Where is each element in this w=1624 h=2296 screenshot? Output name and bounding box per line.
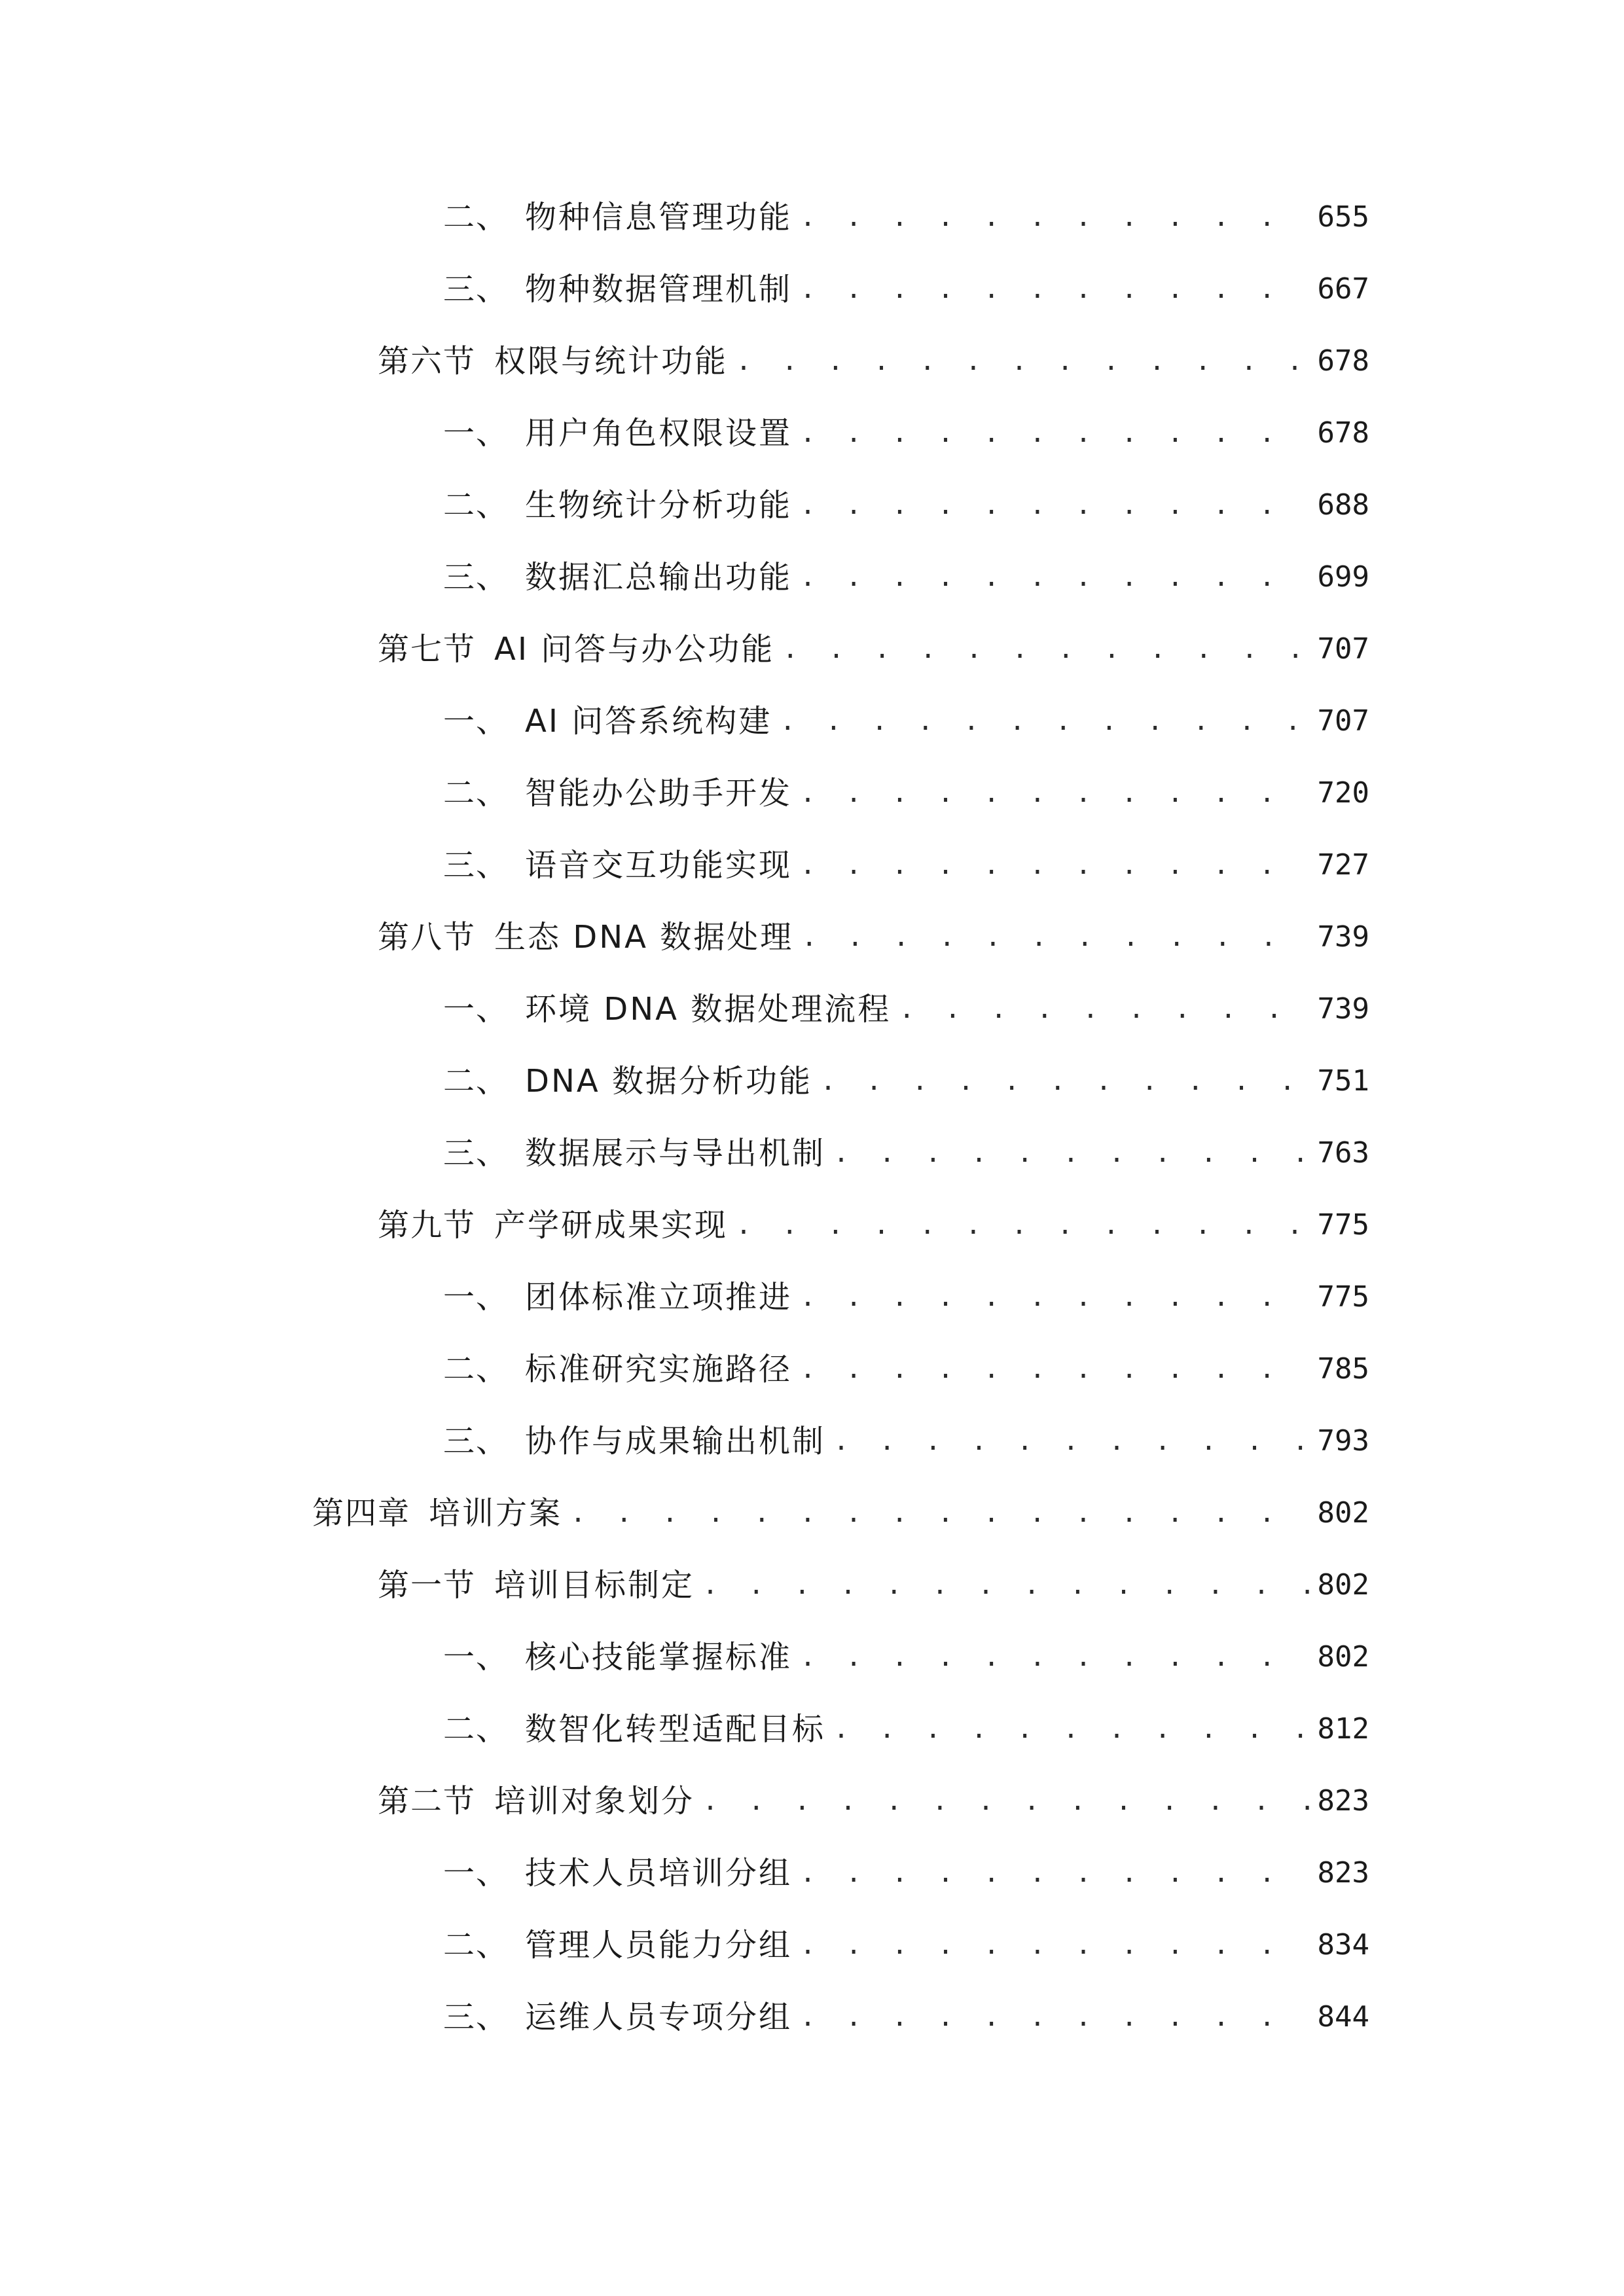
toc-entry[interactable]: [443, 262, 1369, 317]
entry-title: 数据展示与导出机制: [525, 1135, 826, 1172]
entry-number: 一、: [443, 1279, 509, 1316]
page-number: 678: [1317, 344, 1369, 378]
entry-title: 运维人员专项分组: [525, 1999, 793, 2036]
dot-leader: [800, 478, 1311, 533]
entry-number: 一、: [443, 415, 509, 452]
toc-entry[interactable]: [378, 622, 1369, 677]
entry-number: 三、: [443, 1135, 509, 1172]
page-number: 823: [1317, 1856, 1369, 1890]
entry-title: 技术人员培训分组: [525, 1855, 793, 1892]
page-number: 834: [1317, 1928, 1369, 1962]
page-number: 785: [1317, 1352, 1369, 1386]
dot-leader: [833, 1702, 1311, 1757]
page-number: 812: [1317, 1712, 1369, 1746]
dot-leader: [833, 1414, 1311, 1469]
entry-title: 权限与统计功能: [494, 343, 729, 380]
page-number: 844: [1317, 2000, 1369, 2034]
entry-title: 管理人员能力分组: [525, 1927, 793, 1964]
toc-entry[interactable]: [443, 982, 1369, 1037]
toc-entry[interactable]: [378, 334, 1369, 389]
dot-leader: [736, 334, 1310, 389]
page-number: 720: [1317, 776, 1369, 810]
entry-number: 三、: [443, 1999, 509, 2036]
entry-title: 培训方案: [429, 1495, 563, 1532]
toc-entry[interactable]: [443, 1990, 1369, 2045]
dot-leader: [702, 1558, 1310, 1613]
page-number: 707: [1317, 704, 1369, 738]
entry-title: 培训目标制定: [494, 1567, 695, 1604]
page-number: 688: [1317, 488, 1369, 522]
entry-number: 第四章: [312, 1495, 411, 1532]
page-number: 707: [1317, 632, 1369, 666]
entry-number: 第九节: [378, 1207, 477, 1244]
page-number: 802: [1317, 1640, 1369, 1674]
page-number: 667: [1317, 272, 1369, 306]
entry-number: 三、: [443, 1423, 509, 1460]
dot-leader: [800, 1918, 1311, 1973]
entry-number: 第七节: [378, 631, 477, 668]
dot-leader: [833, 1126, 1311, 1181]
page-number: 655: [1317, 200, 1369, 234]
toc-entry[interactable]: [443, 1342, 1369, 1397]
page-number: 802: [1317, 1568, 1369, 1602]
toc-entry[interactable]: [312, 1486, 1369, 1541]
entry-number: 二、: [443, 1063, 509, 1100]
page-number: 727: [1317, 848, 1369, 882]
dot-leader: [800, 190, 1311, 245]
dot-leader: [800, 550, 1311, 605]
entry-number: 三、: [443, 271, 509, 308]
dot-leader: [736, 1198, 1310, 1253]
entry-title: 协作与成果输出机制: [525, 1423, 826, 1460]
dot-leader: [801, 910, 1310, 965]
page-number: 775: [1317, 1280, 1369, 1314]
entry-number: 第六节: [378, 343, 477, 380]
dot-leader: [899, 982, 1310, 1037]
entry-title: DNA 数据分析功能: [525, 1063, 812, 1100]
entry-title: 标准研究实施路径: [525, 1351, 793, 1388]
toc-entry[interactable]: [443, 766, 1369, 821]
toc-entry[interactable]: [443, 1918, 1369, 1973]
entry-number: 二、: [443, 1711, 509, 1748]
entry-title: 数智化转型适配目标: [525, 1711, 826, 1748]
toc-entry[interactable]: [443, 1054, 1369, 1109]
entry-title: AI 问答系统构建: [525, 703, 772, 740]
entry-title: 数据汇总输出功能: [525, 559, 793, 596]
dot-leader: [800, 1270, 1311, 1325]
toc-entry[interactable]: [378, 1558, 1369, 1613]
toc-entry[interactable]: [443, 190, 1369, 245]
dot-leader: [800, 406, 1311, 461]
page-number: 793: [1317, 1424, 1369, 1458]
toc-entry[interactable]: [443, 1846, 1369, 1901]
entry-title: AI 问答与办公功能: [494, 631, 775, 668]
dot-leader: [702, 1774, 1310, 1829]
toc-entry[interactable]: [443, 694, 1369, 749]
entry-title: 语音交互功能实现: [525, 847, 793, 884]
toc-entry[interactable]: [443, 1414, 1369, 1469]
page-number: 751: [1317, 1064, 1369, 1098]
dot-leader: [800, 838, 1311, 893]
entry-number: 第八节: [378, 919, 477, 956]
toc-entry[interactable]: [443, 1270, 1369, 1325]
entry-title: 环境 DNA 数据处理流程: [525, 991, 892, 1028]
entry-title: 智能办公助手开发: [525, 775, 793, 812]
entry-title: 物种信息管理功能: [525, 199, 793, 236]
entry-number: 第一节: [378, 1567, 477, 1604]
page-number: 739: [1317, 992, 1369, 1026]
entry-title: 产学研成果实现: [494, 1207, 729, 1244]
toc-entry[interactable]: [443, 478, 1369, 533]
dot-leader: [570, 1486, 1310, 1541]
entry-number: 二、: [443, 487, 509, 524]
entry-number: 二、: [443, 1927, 509, 1964]
toc-entry[interactable]: [378, 910, 1369, 965]
page-number: 763: [1317, 1136, 1369, 1170]
toc-entry[interactable]: [443, 1126, 1369, 1181]
entry-number: 二、: [443, 775, 509, 812]
toc-entry[interactable]: [443, 1702, 1369, 1757]
entry-number: 二、: [443, 1351, 509, 1388]
page-number: 823: [1317, 1784, 1369, 1818]
dot-leader: [800, 1846, 1311, 1901]
entry-title: 生物统计分析功能: [525, 487, 793, 524]
dot-leader: [800, 766, 1311, 821]
entry-number: 一、: [443, 1855, 509, 1892]
entry-number: 一、: [443, 1639, 509, 1676]
toc-entry[interactable]: [378, 1198, 1369, 1253]
dot-leader: [820, 1054, 1311, 1109]
page-number: 775: [1317, 1208, 1369, 1242]
dot-leader: [780, 694, 1310, 749]
dot-leader: [800, 1342, 1311, 1397]
page-number: 678: [1317, 416, 1369, 450]
toc-entry[interactable]: [443, 550, 1369, 605]
entry-number: 三、: [443, 847, 509, 884]
entry-number: 三、: [443, 559, 509, 596]
entry-number: 第二节: [378, 1783, 477, 1820]
entry-title: 生态 DNA 数据处理: [494, 919, 794, 956]
entry-title: 物种数据管理机制: [525, 271, 793, 308]
entry-number: 一、: [443, 991, 509, 1028]
dot-leader: [800, 1630, 1311, 1685]
entry-number: 一、: [443, 703, 509, 740]
dot-leader: [800, 1990, 1311, 2045]
toc-entry[interactable]: [443, 838, 1369, 893]
toc-entry[interactable]: [443, 1630, 1369, 1685]
toc-entry[interactable]: [378, 1774, 1369, 1829]
dot-leader: [800, 262, 1311, 317]
toc-entry[interactable]: [443, 406, 1369, 461]
entry-title: 核心技能掌握标准: [525, 1639, 793, 1676]
page-number: 739: [1317, 920, 1369, 954]
entry-title: 用户角色权限设置: [525, 415, 793, 452]
dot-leader: [782, 622, 1310, 677]
entry-title: 团体标准立项推进: [525, 1279, 793, 1316]
entry-number: 二、: [443, 199, 509, 236]
page-number: 802: [1317, 1496, 1369, 1530]
page-number: 699: [1317, 560, 1369, 594]
entry-title: 培训对象划分: [494, 1783, 695, 1820]
